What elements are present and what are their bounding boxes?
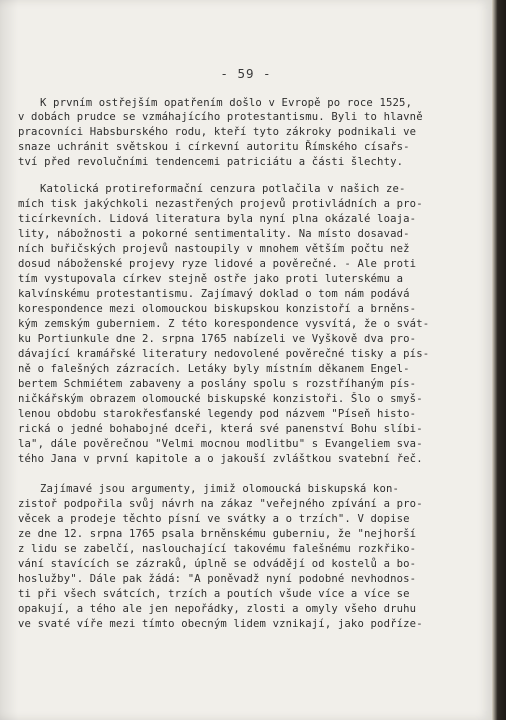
text-line: z lidu se zabelčí, naslouchající takovému falešnému rozkřiko- (18, 543, 417, 555)
text-line: ku Portiunkule dne 2. srpna 1765 nabízeli ve Vyškově dva pro- (18, 333, 417, 345)
text-line: la", dále pověrečnou "Velmi mocnou modlitbu" s Evangeliem sva- (18, 438, 423, 450)
text-line: hoslužby". Dále pak žádá: "A poněvadž nyní podobné nevhodnos- (18, 573, 417, 585)
text-line: mích tisk jakýchkoli nezastřených projevů protivládních a pro- (18, 198, 423, 210)
text-line: tím vystupovala církev stejně ostře jako proti luterskému a (18, 273, 404, 285)
text-line: rická o jedné bohabojné dceři, která své panenství Bohu slíbi- (18, 423, 423, 435)
text-line: v dobách prudce se vzmáhajícího protestantismu. Byli to hlavně (18, 111, 423, 123)
text-line: ticírkevních. Lidová literatura byla nyní plna okázalé loaja- (18, 213, 417, 225)
text-line: opakují, a tého ale jen nepořádky, zlosti a omyly všeho druhu (18, 603, 417, 615)
text-line: ve svaté víře mezi tímto obecným lidem vznikají, jako podříze- (18, 618, 423, 630)
text-line: lity, nábožnosti a pokorné sentimentality. Na místo dosavad- (18, 228, 410, 240)
text-line: snaze uchránit světskou i církevní autoritu Římského císařs- (18, 141, 410, 153)
text-line: dávající kramářské literatury nedovolené pověrečné tisky a pís- (18, 348, 430, 360)
text-line: lenou obdobu starokřesťanské legendy pod názvem "Píseň histo- (18, 408, 417, 420)
text-line: bertem Schmiétem zabaveny a poslány spolu s rozstříhaným pís- (18, 378, 417, 390)
text-line: zistoř podpořila svůj návrh na zákaz "veřejného zpívání a pro- (18, 498, 423, 510)
text-line: pracovníci Habsburského rodu, kteří tyto zákroky podnikali ve (18, 126, 417, 138)
text-line: tví před revolučními tendencemi patriciátu a části šlechty. (18, 156, 404, 168)
page-number: - 59 - (220, 66, 272, 81)
text-line: korespondence mezi olomouckou biskupskou konzistoří a brněns- (18, 303, 417, 315)
text-line: dosud náboženské projevy ryze lidové a pověrečné. - Ale proti (18, 258, 417, 270)
text-line: kalvínskému protestantismu. Zajímavý doklad o tom nám podává (18, 288, 410, 300)
text-line: vání stavících se zázraků, úplně se odvádějí od kostelů a bo- (18, 558, 417, 570)
book-binding (492, 0, 506, 720)
text-line: kým zemským guberniem. Z této korespondence vysvítá, že o svát- (18, 318, 430, 330)
text-line: Katolická protireformační cenzura potlačila v našich ze- (40, 183, 406, 195)
text-line: tého Jana v první kapitole a o jakouší zvláštkou svatební řeč. (18, 453, 423, 465)
page-edge-shadow (0, 0, 18, 720)
text-line: ničkářským obrazem olomoucké biskupské konzistoři. Šlo o smyš- (18, 393, 423, 405)
text-line: ze dne 12. srpna 1765 psala brněnskému guberniu, že "nejhorší (18, 528, 417, 540)
text-line: Zajímavé jsou argumenty, jimiž olomoucká biskupská kon- (40, 483, 400, 495)
text-line: ních buřičských projevů nastoupily v mnohem větším počtu než (18, 243, 410, 255)
text-line: věcek a prodeje těchto písní ve svátky a o trzích". V dopise (18, 513, 410, 525)
text-line: K prvním ostřejším opatřením došlo v Evropě po roce 1525, (40, 97, 413, 109)
text-line: ti při všech svátcích, trzích a poutích všude více a více se (18, 588, 410, 600)
text-line: ně o falešných zázracích. Letáky byly místním děkanem Engel- (18, 363, 410, 375)
